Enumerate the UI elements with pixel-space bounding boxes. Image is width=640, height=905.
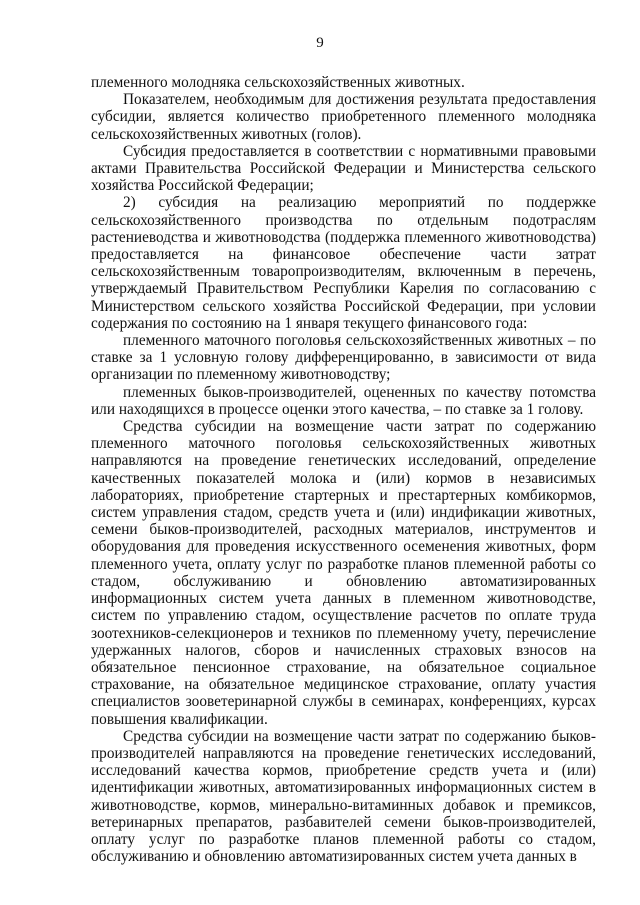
- paragraph-breeding-stock: племенного маточного поголовья сельскохозяйственных животных – по ставке за 1 условную голову дифференцированно, в зависимости от вида организации по племенному животноводству;: [91, 332, 596, 384]
- paragraph-stock-funds-use: Средства субсидии на возмещение части затрат по содержанию племенного маточного поголовья сельскохозяйственных животных направляются на проведение генетических исследований, определение качественных показателей молока и (или) кормов в независимых лабораториях, приобретение стартерных и престартерных комбикормов, систем управления стадом, средств учета и (или) индификации животных, семени быков-производителей, расходных материалов, инструментов и оборудования для проведения искусственного осеменения животных, форм племенного учета, оплату услуг по разработке планов племенной работы со стадом, обслуживанию и обновлению автоматизированных информационных систем учета данных в племенном животноводстве, систем по управлению стадом, осуществление расчетов по оплате труда зоотехников-селекционеров и техников по племенному учету, перечисление удержанных налогов, сборов и начисленных страховых взносов на обязательное пенсионное страхование, на обязательное социальное страхование, на обязательное медицинское страхование, оплату участия специалистов зооветеринарной службы в семинарах, конференциях, курсах повышения квалификации.: [91, 418, 596, 728]
- body-text: [91, 74, 596, 865]
- page-number: 9: [316, 35, 324, 51]
- paragraph-continuation: племенного молодняка сельскохозяйственных животных.: [91, 74, 465, 91]
- paragraph-breeding-bulls: племенных быков-производителей, оцененных по качеству потомства или находящихся в процессе оценки этого качества, – по ставке за 1 голову.: [91, 383, 596, 418]
- paragraph-bulls-funds-use: Средства субсидии на возмещение части затрат по содержанию быков-производителей направляются на проведение генетических исследований, исследований качества кормов, приобретение средств учета и (или) идентификации животных, автоматизированных информационных систем в животноводстве, кормов, минерально-витаминных добавок и премиксов, ветеринарных препаратов, разбавителей семени быков-производителей, оплату услуг по разработке планов племенной работы со стадом, обслуживанию и обновлению автоматизированных систем учета данных в: [91, 727, 596, 866]
- paragraph-indicator: Показателем, необходимым для достижения результата предоставления субсидии, является количество приобретенного племенного молодняка сельскохозяйственных животных (голов).: [91, 91, 596, 143]
- paragraph-subsidy-2: 2) субсидия на реализацию мероприятий по поддержке сельскохозяйственного производства по отдельным подотраслям растениеводства и животноводства (поддержка племенного животноводства) предоставляется на финансовое обеспечение части затрат сельскохозяйственным товаропроизводителям, включенным в перечень, утверждаемый Правительством Республики Карелия по согласованию с Министерством сельского хозяйства Российской Федерации, при условии содержания по состоянию на 1 января текущего финансового года:: [91, 194, 596, 332]
- paragraph-legal-basis: Субсидия предоставляется в соответствии с нормативными правовыми актами Правительства Российской Федерации и Министерства сельского хозяйства Российской Федерации;: [91, 142, 596, 195]
